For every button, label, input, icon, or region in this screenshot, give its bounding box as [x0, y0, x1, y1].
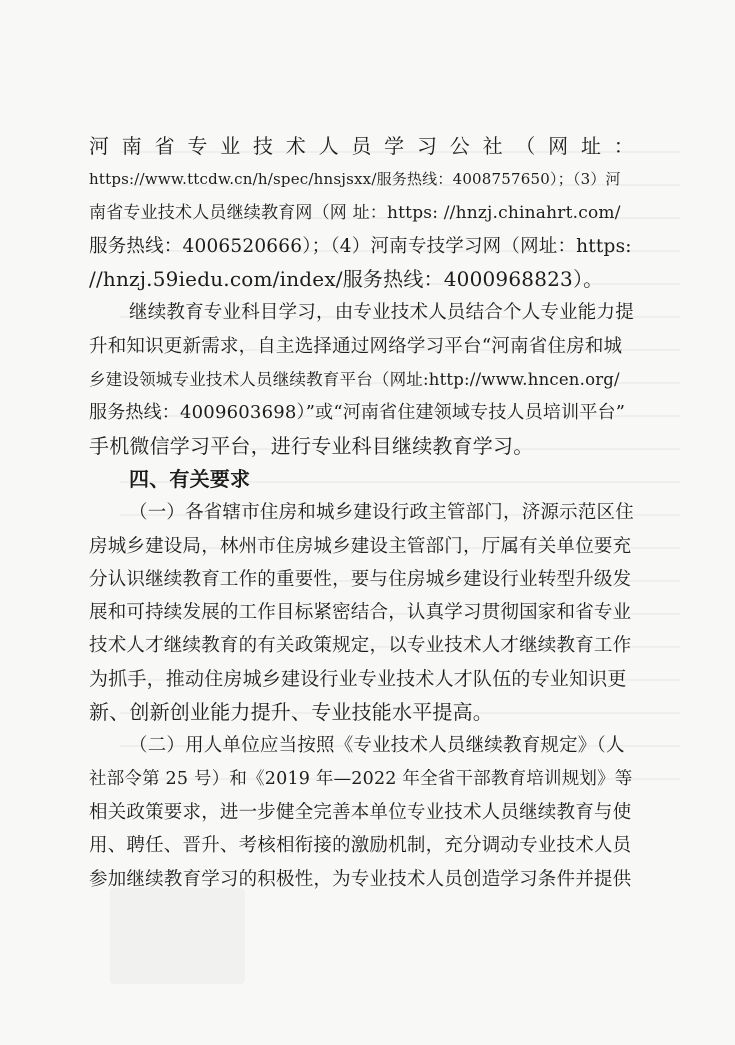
paragraph-3-line-4: 展和可持续发展的工作目标紧密结合，认真学习贯彻国家和省专业: [89, 602, 632, 624]
document-body: [89, 130, 634, 896]
paragraph-1-line-1-char: 河: [89, 134, 110, 158]
paragraph-1-line-1-char: 业: [220, 134, 241, 158]
paragraph-3-line-7: 新、创新创业能力提升、专业技能水平提高。: [89, 700, 493, 725]
paragraph-4-line-5: 参加继续教育学习的积极性，为专业技术人员创造学习条件并提供: [89, 868, 632, 890]
paragraph-1-line-1-char: 技: [252, 134, 274, 158]
paragraph-3-line-5: 技术人才继续教育的有关政策规定，以专业技术人才继续教育工作: [89, 635, 632, 657]
paragraph-1-line-2: https://www.ttcdw.cn/h/spec/hnsjsxx/服务热线：4008757650）；（3）河: [89, 170, 621, 189]
paragraph-4-line-2: 社部令第 25 号）和《2019 年—2022 年全省干部教育培训规划》等: [89, 768, 633, 789]
paragraph-3-line-2: 房城乡建设局，林州市住房城乡建设主管部门，厅属有关单位要充: [89, 535, 632, 557]
paragraph-1-line-5: //hnzj.59iedu.com/index/服务热线：4000968823）。: [89, 267, 604, 292]
section-heading-requirements: 四、有关要求: [129, 466, 251, 491]
paragraph-1-line-4: 服务热线：4006520666）；（4）河南专技学习网（网址：https:: [89, 235, 632, 257]
paragraph-1-line-1-char: 南: [121, 134, 142, 158]
paragraph-1-line-1-char: （: [515, 134, 536, 158]
paragraph-1-line-1-char: 网: [548, 134, 569, 158]
paragraph-2-line-1: 继续教育专业科目学习，由专业技术人员结合个人专业能力提: [129, 302, 634, 324]
paragraph-1-line-1-char: 员: [351, 134, 372, 158]
paragraph-1-line-1-char: 专: [187, 134, 208, 158]
paragraph-1-line-1-char: 省: [154, 134, 175, 158]
paragraph-4-line-4: 用、聘任、晋升、考核相衔接的激励机制，充分调动专业技术人员: [89, 835, 632, 857]
paragraph-1-line-1-char: 人: [318, 134, 339, 158]
paragraph-4-line-1: （二）用人单位应当按照《专业技术人员继续教育规定》（人: [129, 735, 625, 757]
paragraph-3-line-3: 分认识继续教育工作的重要性，要与住房城乡建设行业转型升级发: [89, 568, 632, 590]
paragraph-3-line-6: 为抓手，推动住房城乡建设行业专业技术人才队伍的专业知识更: [89, 667, 627, 690]
paragraph-2-line-5: 手机微信学习平台，进行专业科目继续教育学习。: [89, 433, 534, 458]
paragraph-1-line-3: 南省专业技术人员继续教育网（网 址：https: //hnzj.chinahrt.com/: [89, 202, 621, 223]
paragraph-1-line-1-char: 术: [285, 134, 306, 158]
paragraph-1-line-1: [89, 130, 634, 163]
paragraph-4-line-3: 相关政策要求，进一步健全完善本单位专业技术人员继续教育与使: [89, 801, 632, 823]
paragraph-1-line-1-char: 址: [580, 134, 602, 158]
page-stain: [110, 888, 245, 984]
paragraph-2-line-3: 乡建设领城专业技术人员继续教育平台（网址:http://www.hncen.org/: [89, 370, 620, 390]
paragraph-1-line-1-char: ：: [613, 134, 634, 158]
paragraph-2-line-2: 升和知识更新需求，自主选择通过网络学习平台“河南省住房和城: [89, 335, 623, 357]
paragraph-1-line-1-char: 学: [384, 134, 405, 158]
paragraph-2-line-4: 服务热线：4009603698）”或“河南省住建领域专技人员培训平台”: [89, 402, 626, 424]
paragraph-1-line-1-char: 社: [482, 134, 503, 158]
paragraph-1-line-1-char: 公: [449, 134, 470, 158]
paragraph-1-line-1-char: 习: [416, 134, 438, 158]
paragraph-3-line-1: （一）各省辖市住房和城乡建设行政主管部门，济源示范区住: [129, 502, 634, 524]
